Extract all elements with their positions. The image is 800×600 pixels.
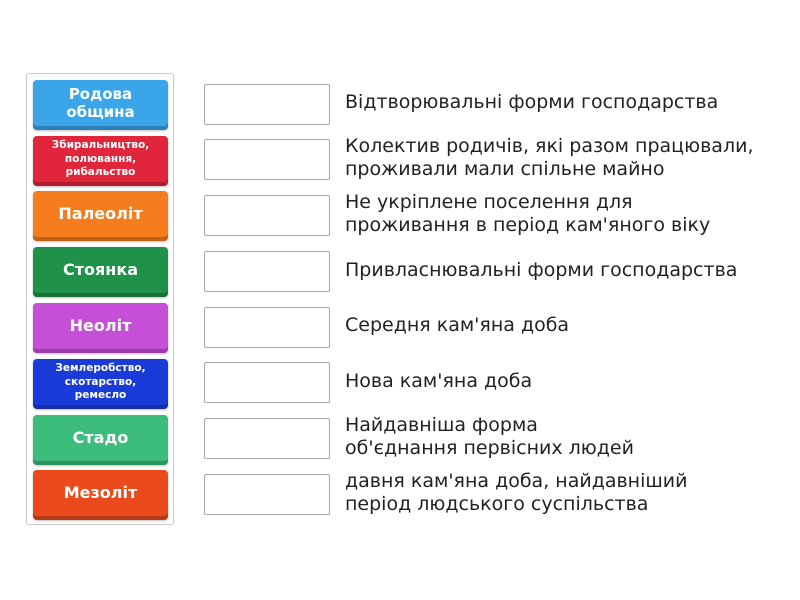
description-6: Нова кам'яна доба: [345, 370, 533, 392]
drop-slot-1[interactable]: [204, 84, 330, 125]
description-7: Найдавніша форма об'єднання первісних людей: [345, 414, 634, 459]
tile-zbyralnytstvo[interactable]: Збиральництво, полювання, рибальство: [33, 136, 168, 186]
description-1: Відтворювальні форми господарства: [345, 91, 719, 113]
description-3: Не укріплене поселення для проживання в період кам'яного віку: [345, 191, 711, 236]
drop-slot-5[interactable]: [204, 307, 330, 348]
description-5: Середня кам'яна доба: [345, 314, 570, 336]
drop-slot-6[interactable]: [204, 362, 330, 403]
drop-slot-8[interactable]: [204, 474, 330, 515]
tile-zemlerobstvo[interactable]: Землеробство, скотарство, ремесло: [33, 359, 168, 409]
description-4: Привласнювальні форми господарства: [345, 259, 738, 281]
description-2: Колектив родичів, які разом працювали, проживали мали спільне майно: [345, 135, 754, 180]
tile-stado[interactable]: Стадо: [33, 415, 168, 465]
tile-mezolit[interactable]: Мезоліт: [33, 470, 168, 520]
drop-slot-2[interactable]: [204, 139, 330, 180]
drop-slot-7[interactable]: [204, 418, 330, 459]
drop-slot-3[interactable]: [204, 195, 330, 236]
tile-paleolit[interactable]: Палеоліт: [33, 191, 168, 241]
tile-stoyanka[interactable]: Стоянка: [33, 247, 168, 297]
description-8: давня кам'яна доба, найдавніший період людського суспільства: [345, 470, 688, 515]
tile-neolit[interactable]: Неоліт: [33, 303, 168, 353]
tile-rodova-obshchyna[interactable]: Родова община: [33, 80, 168, 130]
drop-slot-4[interactable]: [204, 251, 330, 292]
